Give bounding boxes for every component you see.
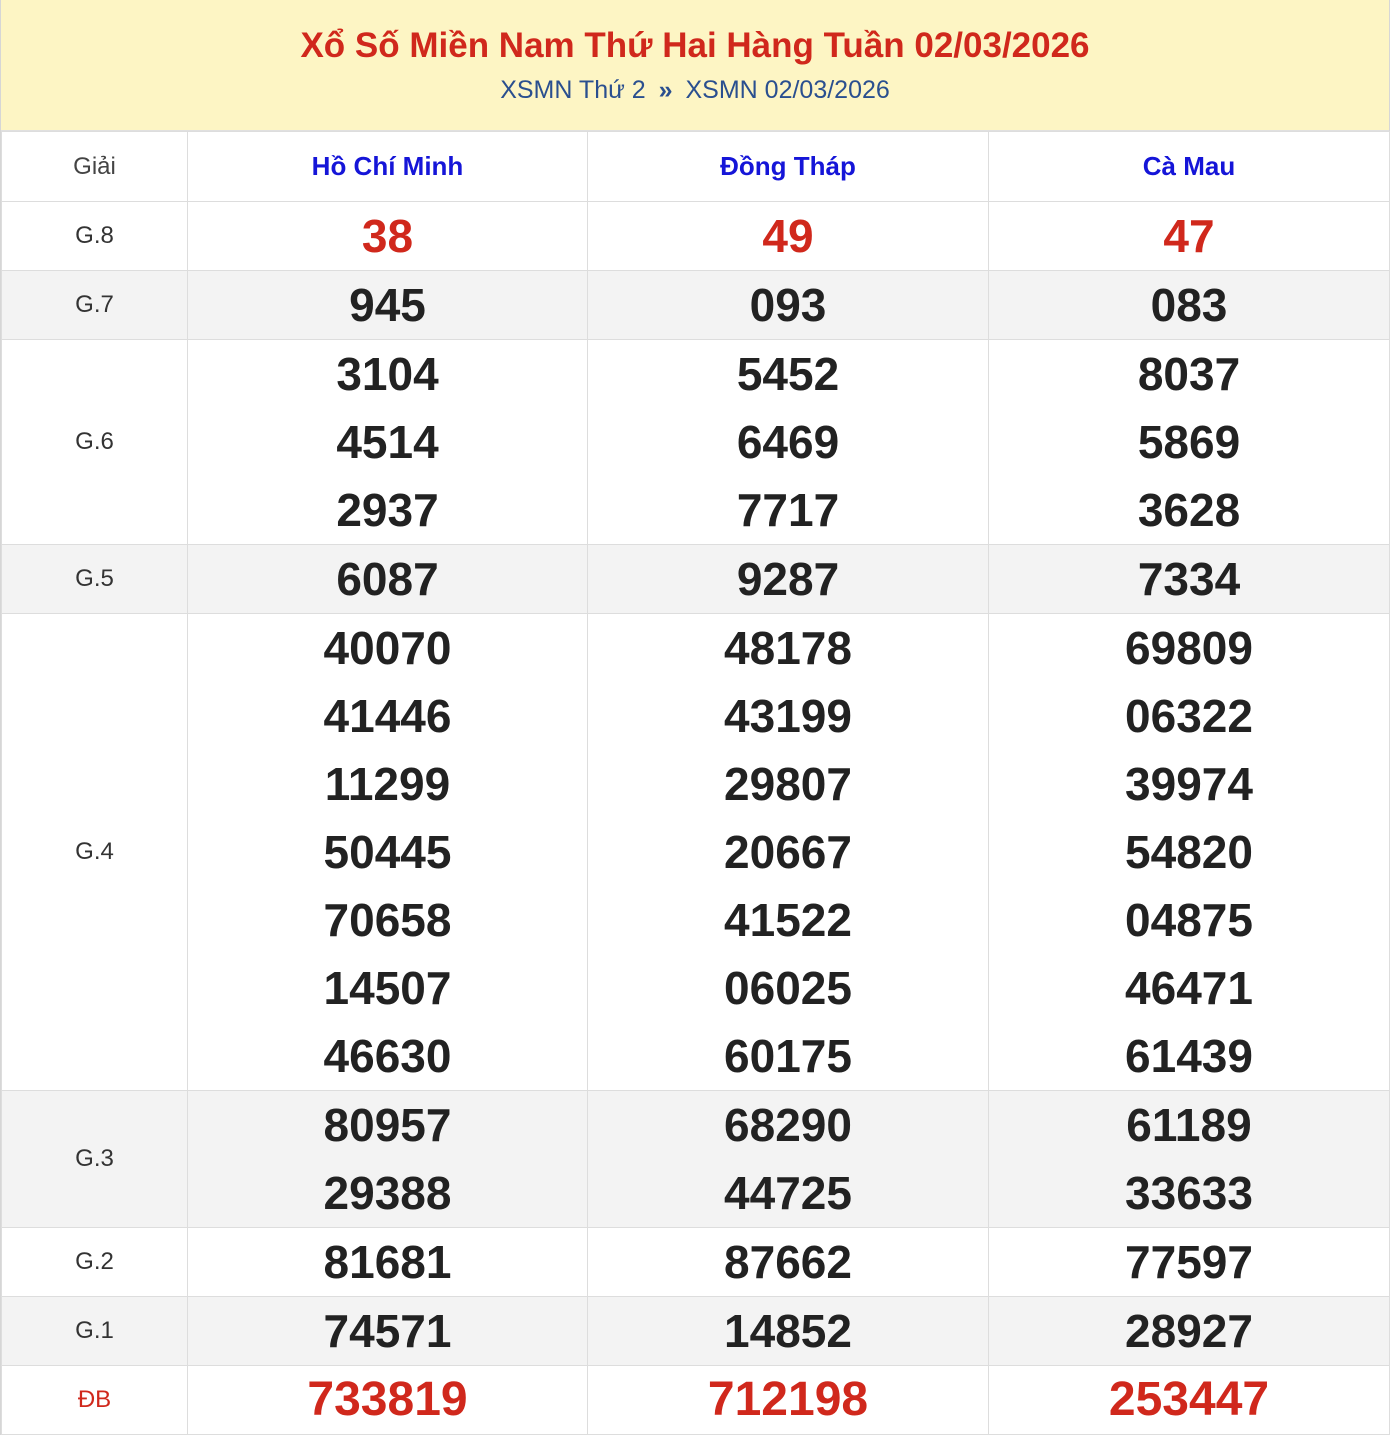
prize-number: 945 <box>349 279 426 331</box>
prize-number: 253447 <box>1108 1373 1270 1426</box>
table-row <box>2 271 1390 340</box>
prize-number: 7717 <box>736 484 840 536</box>
prize-number: 47 <box>1163 210 1215 262</box>
prize-number: 093 <box>749 279 827 331</box>
prize-number: 29388 <box>323 1167 452 1219</box>
prize-label: G.4 <box>2 614 188 1091</box>
prize-label: G.6 <box>2 340 188 545</box>
prize-number: 69809 <box>1125 622 1253 674</box>
result-cell <box>188 545 588 614</box>
prize-number: 54820 <box>1125 826 1253 878</box>
result-cell <box>188 1297 588 1366</box>
breadcrumb <box>1 75 1389 105</box>
result-cell <box>588 340 989 545</box>
prize-number: 3628 <box>1137 484 1241 536</box>
prize-number: 38 <box>361 210 414 262</box>
prize-label: G.2 <box>2 1228 188 1297</box>
prize-number: 7334 <box>1137 553 1241 605</box>
result-cell <box>588 545 989 614</box>
prize-number: 48178 <box>724 622 852 674</box>
table-header-row <box>2 132 1390 202</box>
table-row <box>2 614 1390 1091</box>
breadcrumb-link-date[interactable]: XSMN 02/03/2026 <box>685 76 890 104</box>
prize-number: 40070 <box>323 622 452 674</box>
prize-number: 46630 <box>323 1030 452 1082</box>
prize-label: G.7 <box>2 271 188 340</box>
result-cell <box>188 614 588 1091</box>
prize-number: 3104 <box>336 348 439 400</box>
prize-number: 41446 <box>323 690 452 742</box>
prize-number: 80957 <box>323 1099 452 1151</box>
result-cell <box>989 340 1390 545</box>
result-cell <box>588 1297 989 1366</box>
table-row <box>2 340 1390 545</box>
result-cell <box>188 1366 588 1435</box>
prize-number: 39974 <box>1125 758 1253 810</box>
prize-number: 733819 <box>307 1373 468 1426</box>
result-cell <box>188 271 588 340</box>
result-cell <box>588 271 989 340</box>
prize-number: 11299 <box>324 758 451 810</box>
result-cell <box>989 1366 1390 1435</box>
result-header <box>1 0 1389 131</box>
prize-number: 61439 <box>1125 1030 1253 1082</box>
prize-number: 61189 <box>1126 1099 1252 1151</box>
prize-number: 6469 <box>736 416 840 468</box>
result-cell <box>989 614 1390 1091</box>
prize-number: 8037 <box>1137 348 1241 400</box>
result-cell <box>588 614 989 1091</box>
result-cell <box>989 202 1390 271</box>
results-table <box>1 131 1390 1435</box>
prize-number: 50445 <box>323 826 452 878</box>
prize-number: 74571 <box>323 1305 452 1357</box>
result-cell <box>188 1091 588 1228</box>
prize-number: 712198 <box>707 1373 869 1426</box>
prize-number: 2937 <box>336 484 439 536</box>
result-cell <box>989 1297 1390 1366</box>
table-row <box>2 1297 1390 1366</box>
result-cell <box>588 1091 989 1228</box>
prize-number: 9287 <box>736 553 840 605</box>
prize-number: 33633 <box>1125 1167 1253 1219</box>
prize-label: G.5 <box>2 545 188 614</box>
result-cell <box>588 202 989 271</box>
province-header-hcm[interactable]: Hồ Chí Minh <box>188 132 588 202</box>
prize-number: 49 <box>762 210 814 262</box>
result-cell <box>188 340 588 545</box>
prize-number: 43199 <box>724 690 852 742</box>
prize-number: 44725 <box>724 1167 852 1219</box>
prize-number: 87662 <box>724 1236 852 1288</box>
prize-column-header: Giải <box>2 132 188 202</box>
prize-number: 04875 <box>1125 894 1253 946</box>
result-cell <box>188 202 588 271</box>
prize-number: 6087 <box>336 553 439 605</box>
result-cell <box>588 1228 989 1297</box>
prize-number: 68290 <box>724 1099 852 1151</box>
prize-number: 70658 <box>323 894 452 946</box>
prize-number: 29807 <box>724 758 852 810</box>
breadcrumb-link-weekday[interactable]: XSMN Thứ 2 <box>500 76 646 104</box>
prize-number: 14507 <box>323 962 452 1014</box>
breadcrumb-separator: » <box>658 76 673 104</box>
page-title: Xổ Số Miền Nam Thứ Hai Hàng Tuần 02/03/2026 <box>300 26 1090 65</box>
prize-label: ĐB <box>2 1366 188 1435</box>
table-row <box>2 1366 1390 1435</box>
result-cell <box>989 271 1390 340</box>
result-cell <box>989 545 1390 614</box>
prize-number: 60175 <box>724 1030 852 1082</box>
prize-label: G.8 <box>2 202 188 271</box>
result-cell <box>989 1228 1390 1297</box>
prize-label: G.3 <box>2 1091 188 1228</box>
table-row <box>2 1091 1390 1228</box>
province-header-dong-thap[interactable]: Đồng Tháp <box>588 132 989 202</box>
prize-number: 14852 <box>724 1305 852 1357</box>
prize-number: 5869 <box>1137 416 1241 468</box>
prize-number: 5452 <box>736 348 840 400</box>
prize-number: 4514 <box>336 416 439 468</box>
prize-number: 083 <box>1150 279 1228 331</box>
table-row <box>2 202 1390 271</box>
province-header-ca-mau[interactable]: Cà Mau <box>989 132 1390 202</box>
prize-number: 06025 <box>724 962 852 1014</box>
result-cell <box>588 1366 989 1435</box>
prize-number: 77597 <box>1125 1236 1253 1288</box>
result-cell <box>188 1228 588 1297</box>
result-cell <box>989 1091 1390 1228</box>
prize-number: 20667 <box>724 826 852 878</box>
prize-number: 41522 <box>724 894 852 946</box>
table-row <box>2 1228 1390 1297</box>
prize-label: G.1 <box>2 1297 188 1366</box>
prize-number: 06322 <box>1125 690 1253 742</box>
table-row <box>2 545 1390 614</box>
prize-number: 28927 <box>1125 1305 1253 1357</box>
prize-number: 46471 <box>1125 962 1253 1014</box>
prize-number: 81681 <box>323 1236 452 1288</box>
